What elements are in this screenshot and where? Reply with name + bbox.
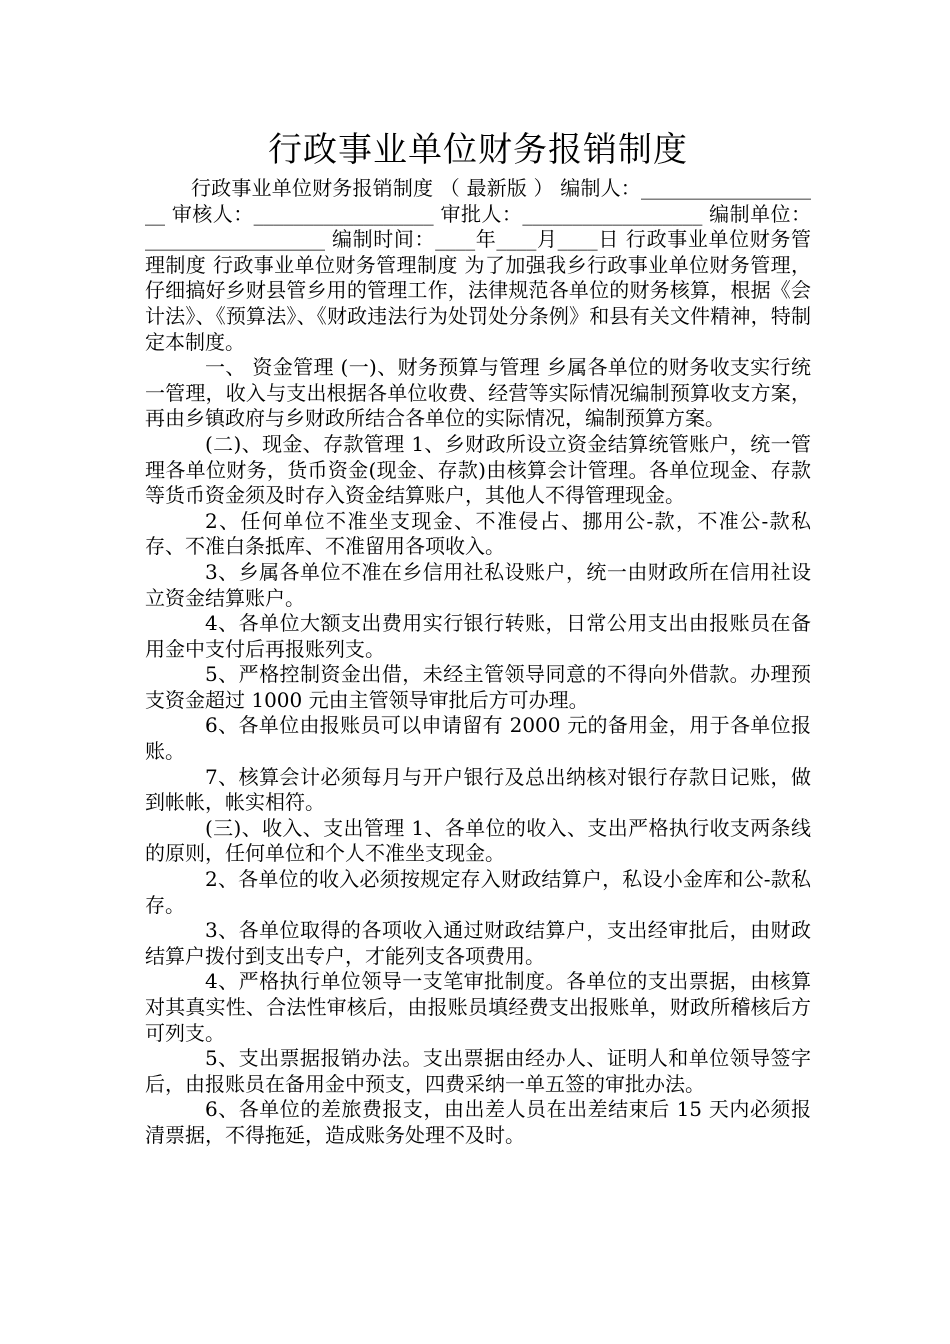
paragraph-10: 2、各单位的收入必须按规定存入财政结算户，私设小金库和公-款私存。 [145, 867, 811, 917]
paragraph-14: 6、各单位的差旅费报支，由出差人员在出差结束后 15 天内必须报清票据，不得拖延，造成账务处理不及时。 [145, 1097, 811, 1147]
paragraph-7: 6、各单位由报账员可以申请留有 2000 元的备用金，用于各单位报账。 [145, 713, 811, 764]
document-page [145, 124, 811, 1149]
paragraph-1: 一、 资金管理 (一)、财务预算与管理 乡属各单位的财务收支实行统一管理，收入与支出根据各单位收费、经营等实际情况编制预算收支方案，再由乡镇政府与乡财政所结合各单位的实际情况，编制预算方案。 [145, 355, 811, 431]
paragraph-13: 5、支出票据报销办法。支出票据由经办人、证明人和单位领导签字后，由报账员在备用金中预支，四费采纳一单五签的审批办法。 [145, 1046, 811, 1096]
paragraph-6: 5、严格控制资金出借，未经主管领导同意的不得向外借款。办理预支资金超过 1000 元由主管领导审批后方可办理。 [145, 662, 811, 712]
paragraph-5: 4、各单位大额支出费用实行银行转账，日常公用支出由报账员在备用金中支付后再报账列支。 [145, 611, 811, 661]
paragraph-4: 3、乡属各单位不准在乡信用社私设账户，统一由财政所在信用社设立资金结算账户。 [145, 559, 811, 610]
document-intro: 行政事业单位财务报销制度 （ 最新版 ） 编制人：___________________ 审核人：__________________ 审批人：__________________ 编制单位：__________________ 编制时间：____年____月____日 行政事业单位财务管理制度 行政事业单位财务管理制度 为了加强我乡行政事业单位财务管理，仔细搞好乡财县管乡用的管理工作，法律规范各单位的财务核算，根据《会计法》、《预算法》、《财政违法行为处罚处分条例》和县有关文件精神，特制定本制度。 [145, 176, 811, 354]
paragraph-11: 3、各单位取得的各项收入通过财政结算户，支出经审批后，由财政结算户拨付到支出专户，才能列支各项费用。 [145, 918, 811, 968]
paragraph-9: (三)、收入、支出管理 1、各单位的收入、支出严格执行收支两条线的原则，任何单位和个人不准坐支现金。 [145, 815, 811, 866]
paragraph-12: 4、严格执行单位领导一支笔审批制度。各单位的支出票据，由核算对其真实性、合法性审核后，由报账员填经费支出报账单，财政所稽核后方可列支。 [145, 969, 811, 1045]
document-title: 行政事业单位财务报销制度 [268, 130, 688, 170]
paragraph-3: 2、任何单位不准坐支现金、不准侵占、挪用公-款，不准公-款私存、不准白条抵库、不准留用各项收入。 [145, 508, 811, 559]
paragraph-2: (二)、现金、存款管理 1、乡财政所设立资金结算统管账户，统一管理各单位财务，货币资金(现金、存款)由核算会计管理。各单位现金、存款等货币资金须及时存入资金结算账户，其他人不得管理现金。 [145, 431, 811, 508]
paragraph-8: 7、核算会计必须每月与开户银行及总出纳核对银行存款日记账，做到帐帐，帐实相符。 [145, 764, 811, 815]
